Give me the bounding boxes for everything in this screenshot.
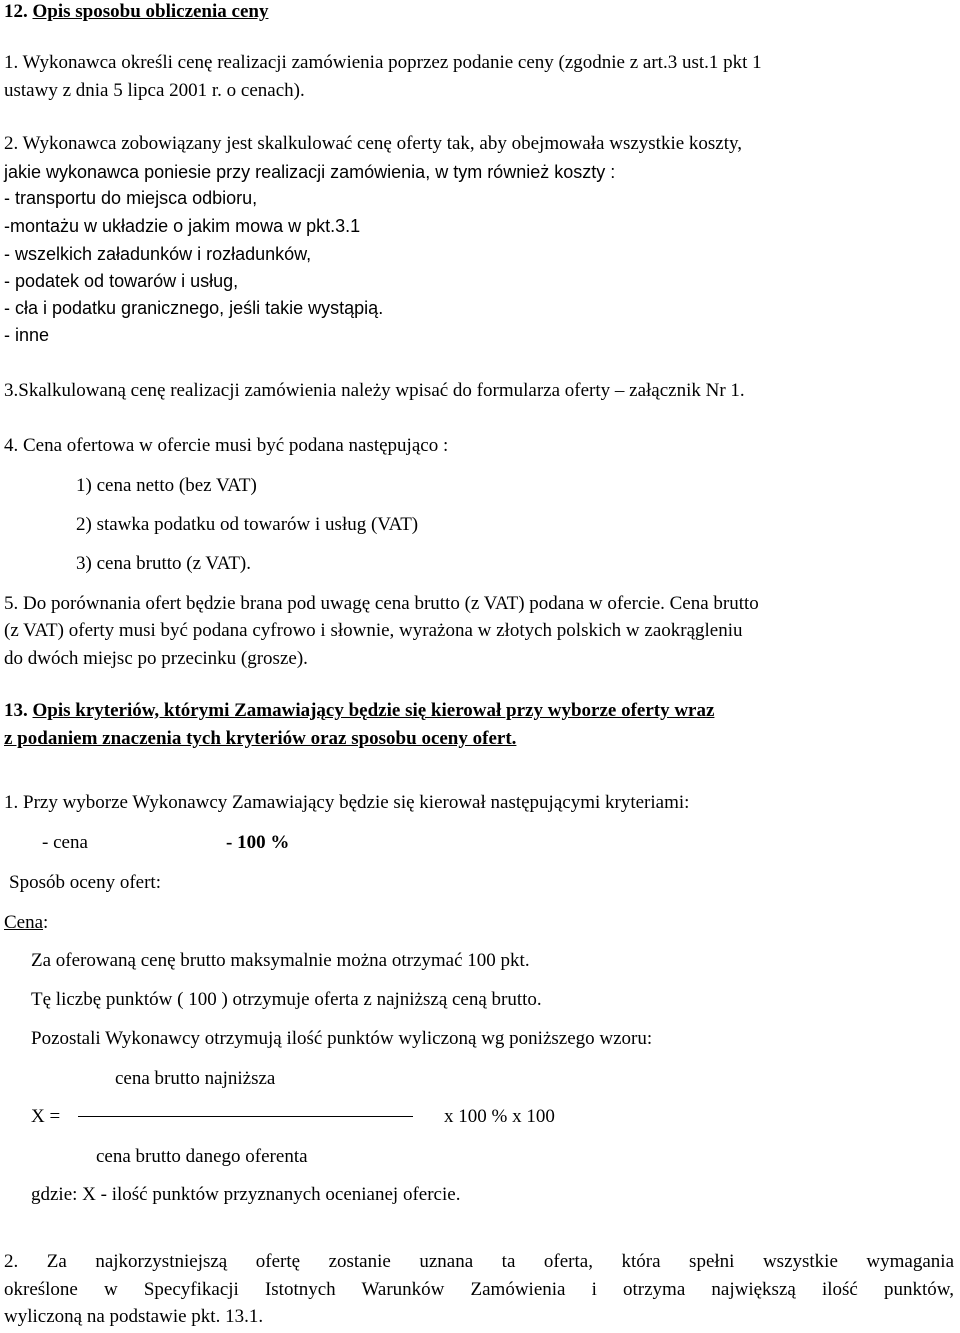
rule-max-points: Za oferowaną cenę brutto maksymalnie można otrzymać 100 pkt. <box>31 950 530 971</box>
section-12-heading <box>4 1 268 23</box>
s12-p1-line2: ustawy z dnia 5 lipca 2001 r. o cenach). <box>4 80 305 101</box>
s13-p2-line2: określone w Specyfikacji Istotnych Warunków Zamówienia i otrzyma największą ilość punktów, <box>4 1279 954 1300</box>
s12-p5-line2: (z VAT) oferty musi być podana cyfrowo i słownie, wyrażona w złotych polskich w zaokrągleniu <box>4 620 743 641</box>
s12-p3: 3.Skalkulowaną cenę realizacji zamówienia należy wpisać do formularza oferty – załącznik Nr 1. <box>4 380 745 401</box>
cena-colon: : <box>43 912 49 933</box>
s13-p2-line1: 2. Za najkorzystniejszą ofertę zostanie uznana ta oferta, która spełni wszystkie wymagania <box>4 1251 954 1272</box>
section-12-title: Opis sposobu obliczenia ceny <box>32 1 269 22</box>
s12-p2-item: -montażu w układzie o jakim mowa w pkt.3.1 <box>4 216 361 236</box>
formula-fraction-line <box>78 1116 413 1117</box>
s12-p2-item: - cła i podatku granicznego, jeśli takie wystąpią. <box>4 298 384 318</box>
s12-p2-line2: jakie wykonawca poniesie przy realizacji zamówienia, w tym również koszty : <box>4 162 616 182</box>
s13-p1: 1. Przy wyborze Wykonawcy Zamawiający będzie się kierował następującymi kryteriami: <box>4 792 690 813</box>
s12-p2-item: - inne <box>4 325 50 345</box>
formula-denominator: cena brutto danego oferenta <box>96 1146 308 1167</box>
section-13-title-line2: z podaniem znaczenia tych kryteriów oraz sposobu oceny ofert. <box>4 728 517 749</box>
s12-p2-item: - podatek od towarów i usług, <box>4 271 239 291</box>
s12-p4-item: 2) stawka podatku od towarów i usług (VAT) <box>76 514 419 535</box>
section-13-heading <box>4 700 714 722</box>
s12-p2-item: - transportu do miejsca odbioru, <box>4 188 258 208</box>
cena-label: Cena <box>4 912 44 933</box>
rule-others: Pozostali Wykonawcy otrzymują ilość punktów wyliczoną wg poniższego wzoru: <box>31 1028 653 1049</box>
s12-p5-line1: 5. Do porównania ofert będzie brana pod uwagę cena brutto (z VAT) podana w ofercie. Cena brutto <box>4 593 759 614</box>
criterion-weight: - 100 % <box>226 832 290 853</box>
s12-p4-item: 1) cena netto (bez VAT) <box>76 475 257 496</box>
evaluation-method-label: Sposób oceny ofert: <box>9 872 161 893</box>
section-13-number: 13. <box>4 700 28 721</box>
section-12-number: 12. <box>4 1 28 22</box>
formula-legend: gdzie: X - ilość punktów przyznanych ocenianej ofercie. <box>31 1184 461 1205</box>
formula-lhs: X = <box>31 1106 61 1127</box>
s12-p2-item: - wszelkich załadunków i rozładunków, <box>4 244 312 264</box>
formula-rhs: x 100 % x 100 <box>444 1106 555 1127</box>
s12-p2-line1: 2. Wykonawca zobowiązany jest skalkulować cenę oferty tak, aby obejmowała wszystkie koszty, <box>4 133 743 154</box>
s12-p5-line3: do dwóch miejsc po przecinku (grosze). <box>4 648 308 669</box>
cena-heading <box>4 912 48 934</box>
s13-p2-line3: wyliczoną na podstawie pkt. 13.1. <box>4 1306 264 1327</box>
s12-p4-item: 3) cena brutto (z VAT). <box>76 553 251 574</box>
criterion-name: - cena <box>42 832 88 853</box>
rule-lowest-price: Tę liczbę punktów ( 100 ) otrzymuje oferta z najniższą ceną brutto. <box>31 989 542 1010</box>
section-13-title-line1: Opis kryteriów, którymi Zamawiający będzie się kierował przy wyborze oferty wraz <box>32 700 715 721</box>
s12-p4: 4. Cena ofertowa w ofercie musi być podana następująco : <box>4 435 449 456</box>
formula-numerator: cena brutto najniższa <box>115 1068 276 1089</box>
s12-p1-line1: 1. Wykonawca określi cenę realizacji zamówienia poprzez podanie ceny (zgodnie z art.3 ust.1 pkt 1 <box>4 52 762 73</box>
